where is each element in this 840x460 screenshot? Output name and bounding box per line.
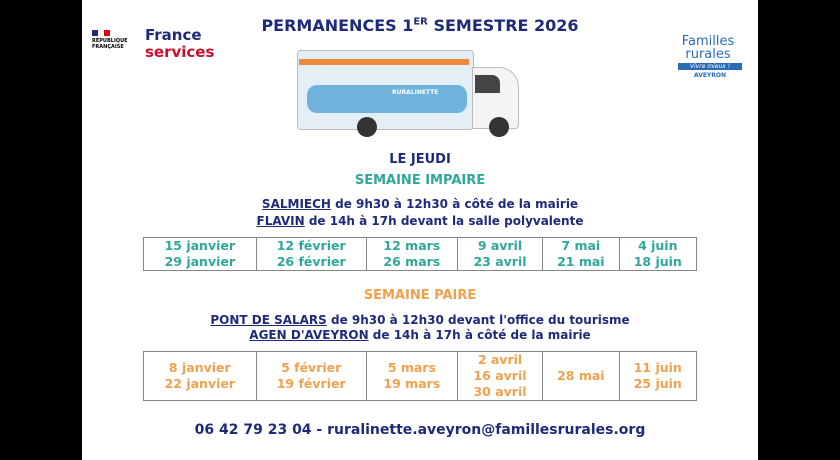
date-cell xyxy=(366,352,457,401)
paire-line-2: AGEN D'AVEYRON de 14h à 17h à côté de la mairie xyxy=(249,328,591,342)
date: 15 janvier xyxy=(164,238,236,253)
date: 26 mars xyxy=(383,254,441,269)
date: 18 juin xyxy=(633,254,682,269)
date-cell xyxy=(457,352,542,401)
date: 19 mars xyxy=(383,376,441,391)
republique-francaise-logo: RÉPUBLIQUE FRANÇAISE xyxy=(92,30,132,50)
semaine-paire-heading: SEMAINE PAIRE xyxy=(363,288,477,303)
date-cell xyxy=(543,238,619,271)
ruralinette-van-image: RURALINETTE xyxy=(297,47,522,139)
impaire-line-2: FLAVIN de 14h à 17h devant la salle polyvalente xyxy=(256,214,584,228)
impaire-dates-table xyxy=(143,237,697,271)
date: 2 avril xyxy=(477,352,523,367)
date: 25 juin xyxy=(633,376,682,391)
date-cell xyxy=(144,238,257,271)
date-cell xyxy=(366,238,457,271)
poster xyxy=(82,0,758,460)
date: 16 avril xyxy=(473,368,527,383)
date: 19 février xyxy=(276,376,346,391)
page-title: PERMANENCES 1ER SEMESTRE 2026 xyxy=(261,16,579,35)
date: 4 juin xyxy=(638,238,678,253)
paire-line-1: PONT DE SALARS de 9h30 à 12h30 devant l'office du tourisme xyxy=(210,313,630,327)
date: 9 avril xyxy=(477,238,523,253)
date: 7 mai xyxy=(561,238,601,253)
date: 29 janvier xyxy=(164,254,236,269)
date: 21 mai xyxy=(557,254,605,269)
date: 12 février xyxy=(276,238,346,253)
date-cell xyxy=(457,238,542,271)
date-cell xyxy=(256,352,366,401)
date-cell xyxy=(256,238,366,271)
paire-dates-table xyxy=(143,351,697,401)
france-services-logo: France services xyxy=(145,26,215,61)
familles-rurales-logo: Familles rurales Vivre mieux ! AVEYRON xyxy=(678,35,742,79)
date-cell xyxy=(619,238,696,271)
date: 30 avril xyxy=(473,384,527,399)
date: 23 avril xyxy=(473,254,527,269)
date: 26 février xyxy=(276,254,346,269)
impaire-line-1: SALMIECH de 9h30 à 12h30 à côté de la mairie xyxy=(261,197,579,211)
semaine-impaire-heading: SEMAINE IMPAIRE xyxy=(354,173,486,188)
date: 12 mars xyxy=(383,238,441,253)
date: 22 janvier xyxy=(164,376,236,391)
date: 8 janvier xyxy=(168,360,231,375)
date: 5 mars xyxy=(387,360,436,375)
contact-line: 06 42 79 23 04 - ruralinette.aveyron@famillesrurales.org xyxy=(194,422,646,438)
date-cell xyxy=(543,352,619,401)
date: 5 février xyxy=(281,360,342,375)
date: 28 mai xyxy=(557,368,605,383)
day-heading: LE JEUDI xyxy=(389,152,451,167)
date-cell xyxy=(144,352,257,401)
date: 11 juin xyxy=(633,360,682,375)
date-cell xyxy=(619,352,696,401)
